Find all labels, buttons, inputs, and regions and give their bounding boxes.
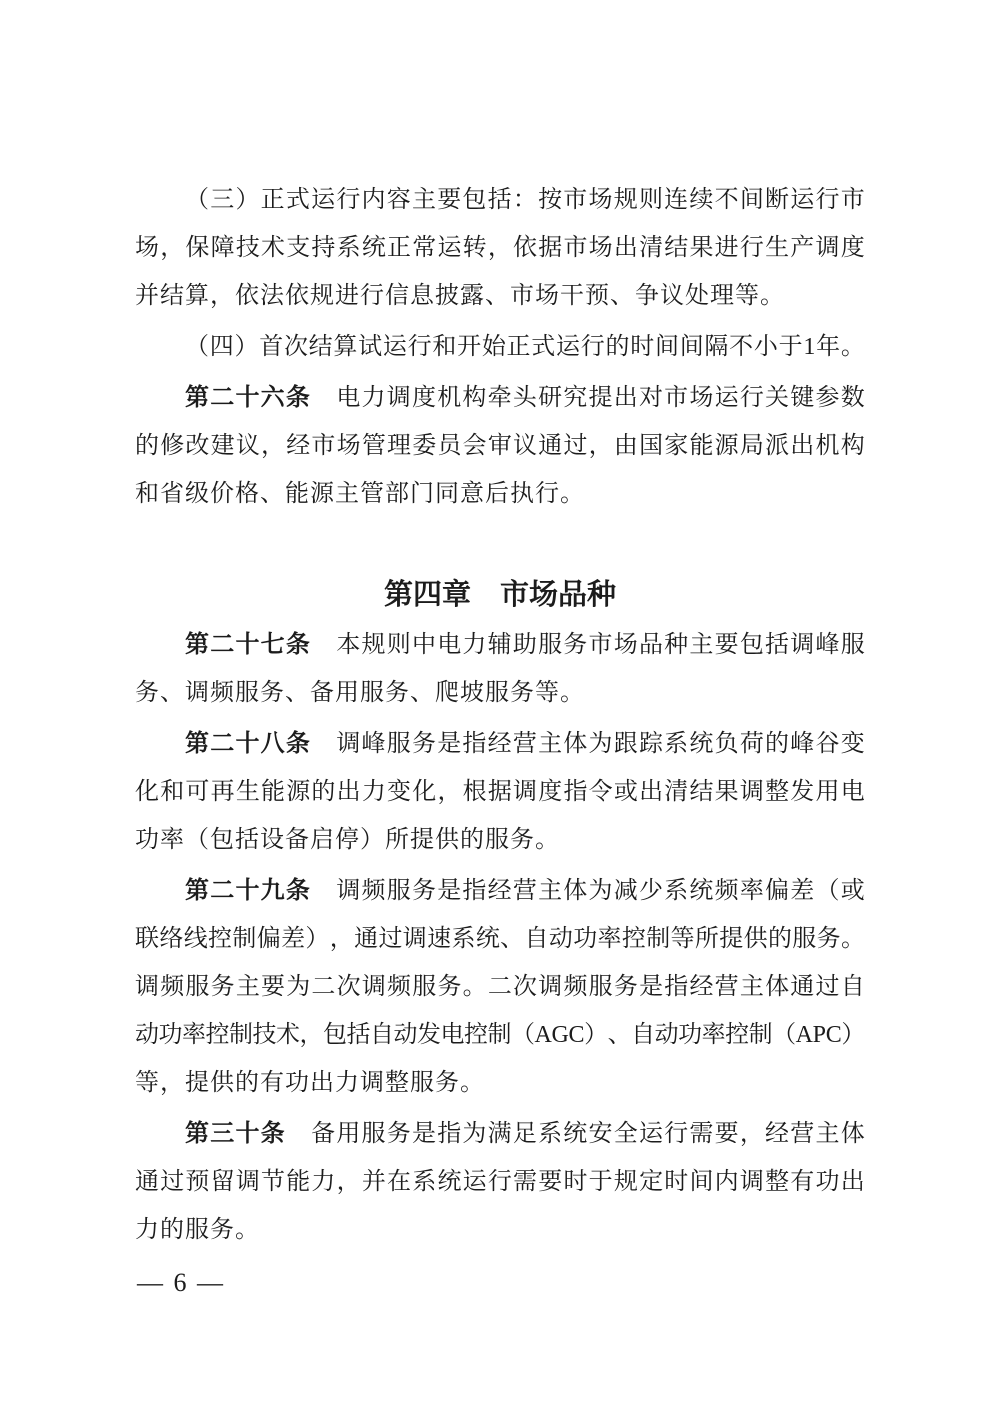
paragraph-line: （ 三 ） 正 式 运 行 内 容 主 要 包 括 ： 按 市 场 规 则 连 续 不 间 断 运 行 市 — [185, 187, 865, 213]
paragraph-line: 的 修 改 建 议 ， 经 市 场 管 理 委 员 会 审 议 通 过 ， 由 国 家 能 源 局 派 出 机 构 — [135, 433, 865, 459]
paragraph-line: 第 二 十 七 条 本 规 则 中 电 力 辅 助 服 务 市 场 品 种 主 要 包 括 调 峰 服 — [185, 632, 865, 658]
paragraph — [135, 621, 865, 717]
paragraph — [135, 867, 865, 1107]
paragraph-line: 务、调频服务、备用服务、爬坡服务等。 — [135, 680, 585, 706]
chapter-heading: 第四章 市场品种 — [383, 579, 616, 611]
paragraph-line: （ 四 ） 首 次 结 算 试 运 行 和 开 始 正 式 运 行 的 时 间 间 隔 不 小 于 1 年 。 — [185, 334, 865, 360]
paragraph — [135, 720, 865, 864]
paragraph — [135, 176, 865, 320]
paragraph-line: 第 二 十 六 条 电 力 调 度 机 构 牵 头 研 究 提 出 对 市 场 运 行 关 键 参 数 — [185, 385, 865, 411]
paragraph-line: 和省级价格、能源主管部门同意后执行。 — [135, 481, 585, 507]
document-body — [135, 176, 865, 1257]
paragraph — [135, 323, 865, 371]
paragraph-line: 力的服务。 — [135, 1217, 260, 1243]
paragraph-line: 场 ， 保 障 技 术 支 持 系 统 正 常 运 转 ， 依 据 市 场 出 清 结 果 进 行 生 产 调 度 — [135, 235, 865, 261]
paragraph — [135, 1110, 865, 1254]
paragraph-line: 通 过 预 留 调 节 能 力 ， 并 在 系 统 运 行 需 要 时 于 规 定 时 间 内 调 整 有 功 出 — [135, 1169, 865, 1195]
paragraph-line: 化 和 可 再 生 能 源 的 出 力 变 化 ， 根 据 调 度 指 令 或 出 清 结 果 调 整 发 用 电 — [135, 779, 865, 805]
page-number: — 6 — — [137, 1268, 225, 1297]
paragraph-line: 等，提供的有功出力调整服务。 — [135, 1070, 485, 1096]
paragraph-line: 功率（包括设备启停）所提供的服务。 — [135, 827, 560, 853]
paragraph-line: 第 三 十 条 备 用 服 务 是 指 为 满 足 系 统 安 全 运 行 需 要 ， 经 营 主 体 — [185, 1121, 865, 1147]
paragraph — [135, 374, 865, 518]
paragraph-line: 动 功 率 控 制 技 术 ， 包 括 自 动 发 电 控 制 （ A G C ） 、 自 动 功 率 控 制 （ A P C ） — [135, 1022, 866, 1048]
paragraph-line: 联 络 线 控 制 偏 差 ） ， 通 过 调 速 系 统 、 自 动 功 率 控 制 等 所 提 供 的 服 务 。 — [135, 926, 865, 952]
paragraph-line: 调 频 服 务 主 要 为 二 次 调 频 服 务 。 二 次 调 频 服 务 是 指 经 营 主 体 通 过 自 — [135, 974, 865, 1000]
paragraph-line: 第 二 十 八 条 调 峰 服 务 是 指 经 营 主 体 为 跟 踪 系 统 负 荷 的 峰 谷 变 — [185, 731, 865, 757]
paragraph-line: 第 二 十 九 条 调 频 服 务 是 指 经 营 主 体 为 减 少 系 统 频 率 偏 差 （ 或 — [185, 878, 865, 904]
paragraph-line: 并结算，依法依规进行信息披露、市场干预、争议处理等。 — [135, 283, 785, 309]
